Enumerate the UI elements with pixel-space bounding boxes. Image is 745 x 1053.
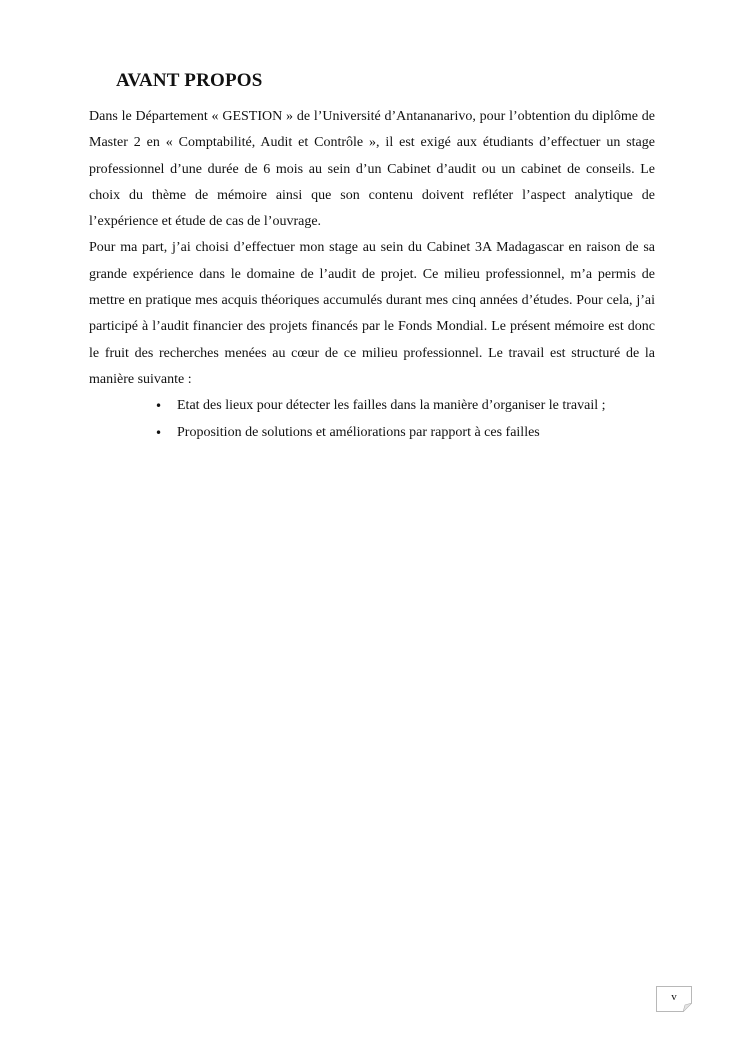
bullet-icon: • — [155, 425, 163, 440]
body-text — [89, 104, 655, 446]
list-item — [89, 393, 655, 419]
page-curl-icon — [683, 1003, 692, 1012]
list-item-text: Etat des lieux pour détecter les failles dans la manière d’organiser le travail ; — [177, 398, 606, 414]
list-item-text: Proposition de solutions et améliorations par rapport à ces failles — [177, 424, 540, 440]
page-number-box — [656, 986, 692, 1012]
page-number: v — [671, 991, 677, 1003]
list-item — [89, 420, 655, 446]
bullet-icon: • — [155, 399, 163, 414]
bullet-list — [89, 393, 655, 446]
paragraph-1: Dans le Département « GESTION » de l’Université d’Antananarivo, pour l’obtention du diplôme de Master 2 en « Comptabilité, Audit et Contrôle », il est exigé aux étudiants d’effectuer un stage professionnel d’une durée de 6 mois au sein d’un Cabinet d’audit ou un cabinet de conseils. Le choix du thème de mémoire ainsi que son contenu doivent refléter l’aspect analytique de l’expérience et étude de cas de l’ouvrage. — [89, 109, 655, 230]
paragraph-2: Pour ma part, j’ai choisi d’effectuer mon stage au sein du Cabinet 3A Madagascar en raison de sa grande expérience dans le domaine de l’audit de projet. Ce milieu professionnel, m’a permis de mettre en pratique mes acquis théoriques accumulés durant mes cinq années d’études. Pour cela, j’ai participé à l’audit financier des projets financés par le Fonds Mondial. Le présent mémoire est donc le fruit des recherches menées au cœur de ce milieu professionnel. Le travail est structuré de la manière suivante : — [89, 240, 655, 387]
page-title: AVANT PROPOS — [116, 70, 263, 91]
